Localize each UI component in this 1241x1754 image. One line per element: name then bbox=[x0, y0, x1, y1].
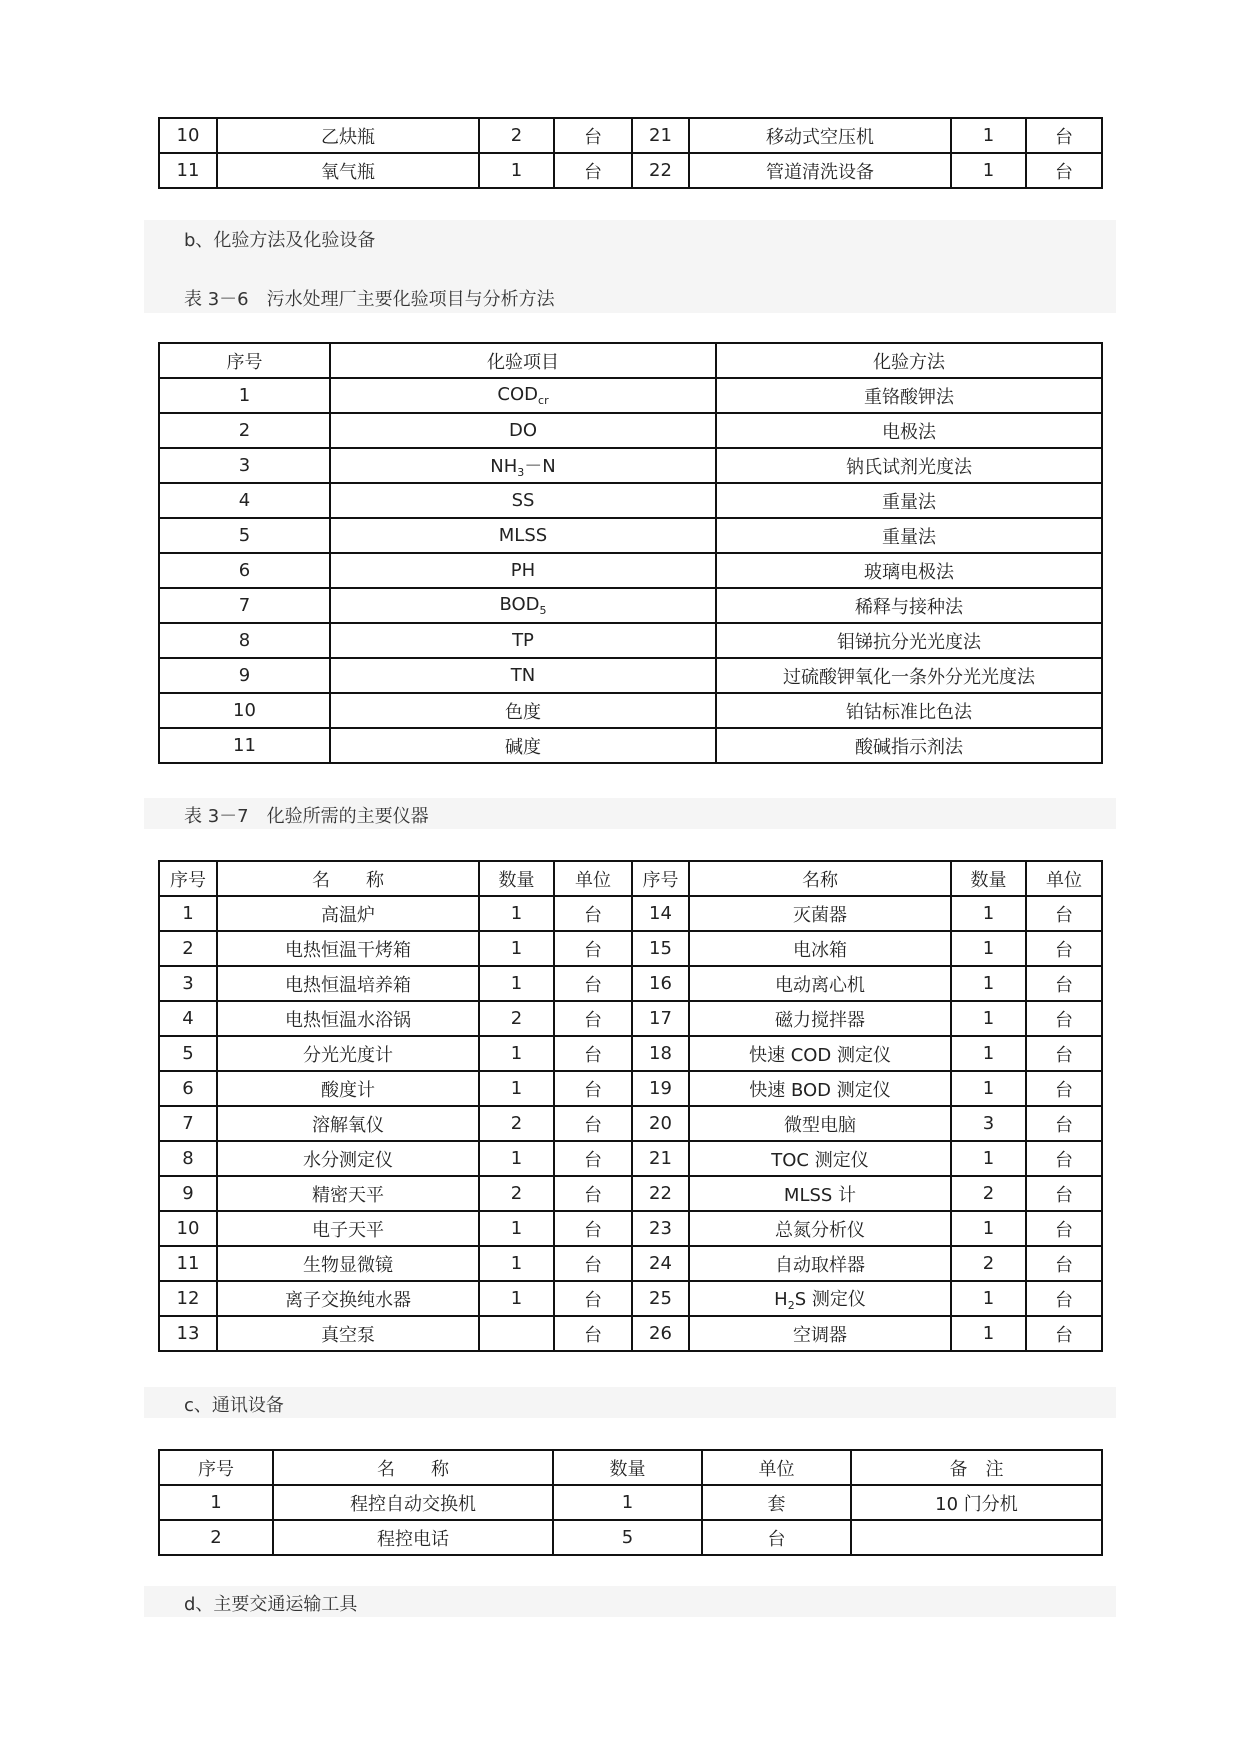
column-header: 化验项目 bbox=[330, 343, 716, 378]
table-cell: 乙炔瓶 bbox=[217, 118, 479, 153]
table-cell: 精密天平 bbox=[217, 1176, 479, 1211]
table-cell: 移动式空压机 bbox=[689, 118, 951, 153]
table-row bbox=[159, 1211, 1102, 1246]
table-row bbox=[159, 588, 1102, 623]
table-cell: 1 bbox=[951, 118, 1026, 153]
row-number: 2 bbox=[159, 413, 330, 448]
table-cell: 总氮分析仪 bbox=[689, 1211, 951, 1246]
column-header: 序号 bbox=[159, 1450, 273, 1485]
table-cell: 台 bbox=[554, 1106, 632, 1141]
column-header: 序号 bbox=[159, 343, 330, 378]
section-d-band bbox=[144, 1586, 1116, 1617]
column-header: 名 称 bbox=[217, 861, 479, 896]
test-method: 玻璃电极法 bbox=[716, 553, 1102, 588]
table-cell: 1 bbox=[951, 1141, 1026, 1176]
table-row bbox=[159, 1001, 1102, 1036]
table-cell: 5 bbox=[553, 1520, 702, 1555]
table-cell: 9 bbox=[159, 1176, 217, 1211]
test-item: PH bbox=[330, 553, 716, 588]
section-b-band bbox=[144, 220, 1116, 313]
table-row bbox=[159, 728, 1102, 763]
table-cell: 18 bbox=[632, 1036, 689, 1071]
column-header: 名称 bbox=[689, 861, 951, 896]
table-cell: 台 bbox=[1026, 1036, 1102, 1071]
table-cell: 1 bbox=[479, 1246, 554, 1281]
table-row bbox=[159, 378, 1102, 413]
table-row bbox=[159, 1281, 1102, 1316]
table-row bbox=[159, 153, 1102, 188]
table-cell: 7 bbox=[159, 1106, 217, 1141]
test-item: $BOD_5$ bbox=[330, 588, 716, 623]
table-cell: 1 bbox=[553, 1485, 702, 1520]
table-cell bbox=[479, 1316, 554, 1351]
table-header-row bbox=[159, 861, 1102, 896]
table-cell: 15 bbox=[632, 931, 689, 966]
table-row bbox=[159, 1246, 1102, 1281]
table-cell: 22 bbox=[632, 153, 689, 188]
table-cell: 自动取样器 bbox=[689, 1246, 951, 1281]
table-cell: 离子交换纯水器 bbox=[217, 1281, 479, 1316]
table-cell: 台 bbox=[1026, 1281, 1102, 1316]
row-number: 10 bbox=[159, 693, 330, 728]
table-cell: 1 bbox=[951, 1316, 1026, 1351]
test-method: 钼锑抗分光光度法 bbox=[716, 623, 1102, 658]
row-number: 1 bbox=[159, 378, 330, 413]
table-cell: 1 bbox=[951, 896, 1026, 931]
table-cell: 10 bbox=[159, 1211, 217, 1246]
table-cell: 台 bbox=[1026, 1001, 1102, 1036]
table-cell: 2 bbox=[479, 1176, 554, 1211]
table-row bbox=[159, 518, 1102, 553]
table-cell: 台 bbox=[1026, 896, 1102, 931]
test-method: 稀释与接种法 bbox=[716, 588, 1102, 623]
lab-instruments-table bbox=[158, 860, 1103, 1352]
table-cell: 微型电脑 bbox=[689, 1106, 951, 1141]
table-cell: 25 bbox=[632, 1281, 689, 1316]
table-cell: 台 bbox=[554, 896, 632, 931]
table-cell: $H_2S$ 测定仪 bbox=[689, 1281, 951, 1316]
table-cell: MLSS 计 bbox=[689, 1176, 951, 1211]
table-cell: 程控电话 bbox=[273, 1520, 553, 1555]
table-cell: 台 bbox=[554, 1211, 632, 1246]
column-header: 单位 bbox=[702, 1450, 851, 1485]
row-number: 8 bbox=[159, 623, 330, 658]
table-row bbox=[159, 413, 1102, 448]
table-cell: 电子天平 bbox=[217, 1211, 479, 1246]
section-c-heading: c、通讯设备 bbox=[184, 1395, 284, 1416]
subscript: 2 bbox=[787, 1299, 795, 1312]
table-cell: 电热恒温培养箱 bbox=[217, 966, 479, 1001]
table-cell: 高温炉 bbox=[217, 896, 479, 931]
table-cell: 2 bbox=[951, 1246, 1026, 1281]
test-method: 酸碱指示剂法 bbox=[716, 728, 1102, 763]
table-row bbox=[159, 693, 1102, 728]
table-cell: 台 bbox=[554, 1246, 632, 1281]
subscript: 5 bbox=[539, 604, 547, 617]
table-cell: 台 bbox=[554, 1071, 632, 1106]
table-cell: 1 bbox=[951, 1281, 1026, 1316]
table-cell: 3 bbox=[159, 966, 217, 1001]
table-cell: 23 bbox=[632, 1211, 689, 1246]
test-method: 铂钴标准比色法 bbox=[716, 693, 1102, 728]
table-cell: 1 bbox=[479, 1211, 554, 1246]
table-cell: 1 bbox=[951, 1071, 1026, 1106]
table-cell: 1 bbox=[479, 966, 554, 1001]
table-cell: 台 bbox=[554, 153, 632, 188]
table-cell: 14 bbox=[632, 896, 689, 931]
table-cell: 12 bbox=[159, 1281, 217, 1316]
table-cell: 1 bbox=[479, 1036, 554, 1071]
section-c-band bbox=[144, 1387, 1116, 1418]
table-cell: 21 bbox=[632, 118, 689, 153]
test-item: $NH_3-N$ bbox=[330, 448, 716, 483]
table-cell: 1 bbox=[951, 153, 1026, 188]
table-row bbox=[159, 1106, 1102, 1141]
table-cell: 1 bbox=[951, 966, 1026, 1001]
row-number: 5 bbox=[159, 518, 330, 553]
test-method: 重量法 bbox=[716, 483, 1102, 518]
row-number: 7 bbox=[159, 588, 330, 623]
table-cell: 氧气瓶 bbox=[217, 153, 479, 188]
table-cell: 10 门分机 bbox=[851, 1485, 1102, 1520]
table-cell: 台 bbox=[1026, 118, 1102, 153]
table-row bbox=[159, 931, 1102, 966]
table-cell: 1 bbox=[951, 931, 1026, 966]
table-cell: 台 bbox=[1026, 1106, 1102, 1141]
table-cell: 电热恒温干烤箱 bbox=[217, 931, 479, 966]
column-header: 序号 bbox=[632, 861, 689, 896]
table-cell: 快速 COD 测定仪 bbox=[689, 1036, 951, 1071]
column-header: 化验方法 bbox=[716, 343, 1102, 378]
table-cell: 台 bbox=[554, 1281, 632, 1316]
table-cell: 10 bbox=[159, 118, 217, 153]
table-cell: 台 bbox=[1026, 1246, 1102, 1281]
table-3-6-title: 表 3－6 污水处理厂主要化验项目与分析方法 bbox=[184, 289, 555, 310]
table-cell: 22 bbox=[632, 1176, 689, 1211]
table-cell: 1 bbox=[479, 1281, 554, 1316]
table-cell: 台 bbox=[554, 966, 632, 1001]
test-item: SS bbox=[330, 483, 716, 518]
table-row bbox=[159, 1485, 1102, 1520]
table-cell: 24 bbox=[632, 1246, 689, 1281]
table-cell: 管道清洗设备 bbox=[689, 153, 951, 188]
table-cell: 2 bbox=[479, 1106, 554, 1141]
table-cell: 台 bbox=[554, 1316, 632, 1351]
table-cell: 快速 BOD 测定仪 bbox=[689, 1071, 951, 1106]
table-cell: 台 bbox=[554, 931, 632, 966]
communication-equipment-table bbox=[158, 1449, 1103, 1556]
row-number: 9 bbox=[159, 658, 330, 693]
table-cell: 溶解氧仪 bbox=[217, 1106, 479, 1141]
table-cell: 1 bbox=[479, 1141, 554, 1176]
table-row bbox=[159, 658, 1102, 693]
row-number: 3 bbox=[159, 448, 330, 483]
column-header: 序号 bbox=[159, 861, 217, 896]
table-cell: 台 bbox=[554, 1141, 632, 1176]
table-cell: 2 bbox=[479, 118, 554, 153]
subscript: 3 bbox=[517, 466, 525, 479]
table-cell: TOC 测定仪 bbox=[689, 1141, 951, 1176]
table-cell: 台 bbox=[1026, 1176, 1102, 1211]
section-d-heading: d、主要交通运输工具 bbox=[184, 1594, 358, 1615]
table-cell: 8 bbox=[159, 1141, 217, 1176]
table-cell: 2 bbox=[951, 1176, 1026, 1211]
table-cell: 2 bbox=[159, 1520, 273, 1555]
table-cell: 1 bbox=[951, 1001, 1026, 1036]
column-header: 备 注 bbox=[851, 1450, 1102, 1485]
test-method: 电极法 bbox=[716, 413, 1102, 448]
table-row bbox=[159, 896, 1102, 931]
column-header: 数量 bbox=[951, 861, 1026, 896]
test-item: $COD_{cr}$ bbox=[330, 378, 716, 413]
table-cell: 分光光度计 bbox=[217, 1036, 479, 1071]
table-header-row bbox=[159, 1450, 1102, 1485]
table-cell: 套 bbox=[702, 1485, 851, 1520]
column-header: 名 称 bbox=[273, 1450, 553, 1485]
test-item: MLSS bbox=[330, 518, 716, 553]
table-cell: 13 bbox=[159, 1316, 217, 1351]
table-cell: 台 bbox=[554, 1001, 632, 1036]
column-header: 单位 bbox=[554, 861, 632, 896]
table-cell: 台 bbox=[1026, 1141, 1102, 1176]
table-cell: 6 bbox=[159, 1071, 217, 1106]
table-row bbox=[159, 118, 1102, 153]
subscript: cr bbox=[538, 394, 549, 407]
table-cell: 酸度计 bbox=[217, 1071, 479, 1106]
test-method: 重量法 bbox=[716, 518, 1102, 553]
table-cell: 灭菌器 bbox=[689, 896, 951, 931]
table-cell: 台 bbox=[1026, 1071, 1102, 1106]
column-header: 数量 bbox=[479, 861, 554, 896]
test-method: 重铬酸钾法 bbox=[716, 378, 1102, 413]
table-cell: 台 bbox=[554, 1036, 632, 1071]
table-row bbox=[159, 448, 1102, 483]
test-method: 钠氏试剂光度法 bbox=[716, 448, 1102, 483]
table-row bbox=[159, 1071, 1102, 1106]
table-row bbox=[159, 1036, 1102, 1071]
test-item: 碱度 bbox=[330, 728, 716, 763]
table-cell: 台 bbox=[554, 118, 632, 153]
table-cell: 台 bbox=[1026, 1211, 1102, 1246]
section-b-heading: b、化验方法及化验设备 bbox=[184, 230, 376, 251]
table-cell: 台 bbox=[554, 1176, 632, 1211]
table-cell: 空调器 bbox=[689, 1316, 951, 1351]
table-row bbox=[159, 966, 1102, 1001]
table-row bbox=[159, 1141, 1102, 1176]
table-cell: 20 bbox=[632, 1106, 689, 1141]
table-cell: 水分测定仪 bbox=[217, 1141, 479, 1176]
table-cell: 19 bbox=[632, 1071, 689, 1106]
table-3-7-title: 表 3－7 化验所需的主要仪器 bbox=[184, 806, 429, 827]
table-row bbox=[159, 553, 1102, 588]
column-header: 单位 bbox=[1026, 861, 1102, 896]
table-cell: 程控自动交换机 bbox=[273, 1485, 553, 1520]
table-cell: 3 bbox=[951, 1106, 1026, 1141]
table-cell: 台 bbox=[1026, 1316, 1102, 1351]
table-cell: 台 bbox=[1026, 153, 1102, 188]
table-cell: 5 bbox=[159, 1036, 217, 1071]
test-item: DO bbox=[330, 413, 716, 448]
table-cell: 台 bbox=[702, 1520, 851, 1555]
table-cell: 11 bbox=[159, 1246, 217, 1281]
table-cell: 11 bbox=[159, 153, 217, 188]
table-row bbox=[159, 1176, 1102, 1211]
table-cell: 1 bbox=[159, 896, 217, 931]
row-number: 11 bbox=[159, 728, 330, 763]
test-item: TP bbox=[330, 623, 716, 658]
table-cell: 4 bbox=[159, 1001, 217, 1036]
table-cell: 1 bbox=[951, 1211, 1026, 1246]
table-cell: 1 bbox=[951, 1036, 1026, 1071]
table-cell: 2 bbox=[479, 1001, 554, 1036]
table-cell: 台 bbox=[1026, 966, 1102, 1001]
table-row bbox=[159, 483, 1102, 518]
table-cell: 电冰箱 bbox=[689, 931, 951, 966]
table-cell: 电热恒温水浴锅 bbox=[217, 1001, 479, 1036]
equipment-table-continued bbox=[158, 117, 1103, 189]
table-cell: 磁力搅拌器 bbox=[689, 1001, 951, 1036]
test-item: 色度 bbox=[330, 693, 716, 728]
table-cell: 16 bbox=[632, 966, 689, 1001]
row-number: 4 bbox=[159, 483, 330, 518]
table-cell: 生物显微镜 bbox=[217, 1246, 479, 1281]
column-header: 数量 bbox=[553, 1450, 702, 1485]
table-cell: 17 bbox=[632, 1001, 689, 1036]
analysis-methods-table bbox=[158, 342, 1103, 764]
table-cell: 电动离心机 bbox=[689, 966, 951, 1001]
table-row bbox=[159, 623, 1102, 658]
table-3-7-band bbox=[144, 798, 1116, 829]
table-header-row bbox=[159, 343, 1102, 378]
table-cell bbox=[851, 1520, 1102, 1555]
test-method: 过硫酸钾氧化一条外分光光度法 bbox=[716, 658, 1102, 693]
test-item: TN bbox=[330, 658, 716, 693]
table-cell: 2 bbox=[159, 931, 217, 966]
table-cell: 1 bbox=[479, 153, 554, 188]
table-cell: 1 bbox=[479, 931, 554, 966]
row-number: 6 bbox=[159, 553, 330, 588]
table-row bbox=[159, 1316, 1102, 1351]
table-cell: 21 bbox=[632, 1141, 689, 1176]
table-cell: 真空泵 bbox=[217, 1316, 479, 1351]
table-cell: 26 bbox=[632, 1316, 689, 1351]
table-cell: 台 bbox=[1026, 931, 1102, 966]
table-cell: 1 bbox=[159, 1485, 273, 1520]
table-cell: 1 bbox=[479, 1071, 554, 1106]
table-row bbox=[159, 1520, 1102, 1555]
table-cell: 1 bbox=[479, 896, 554, 931]
